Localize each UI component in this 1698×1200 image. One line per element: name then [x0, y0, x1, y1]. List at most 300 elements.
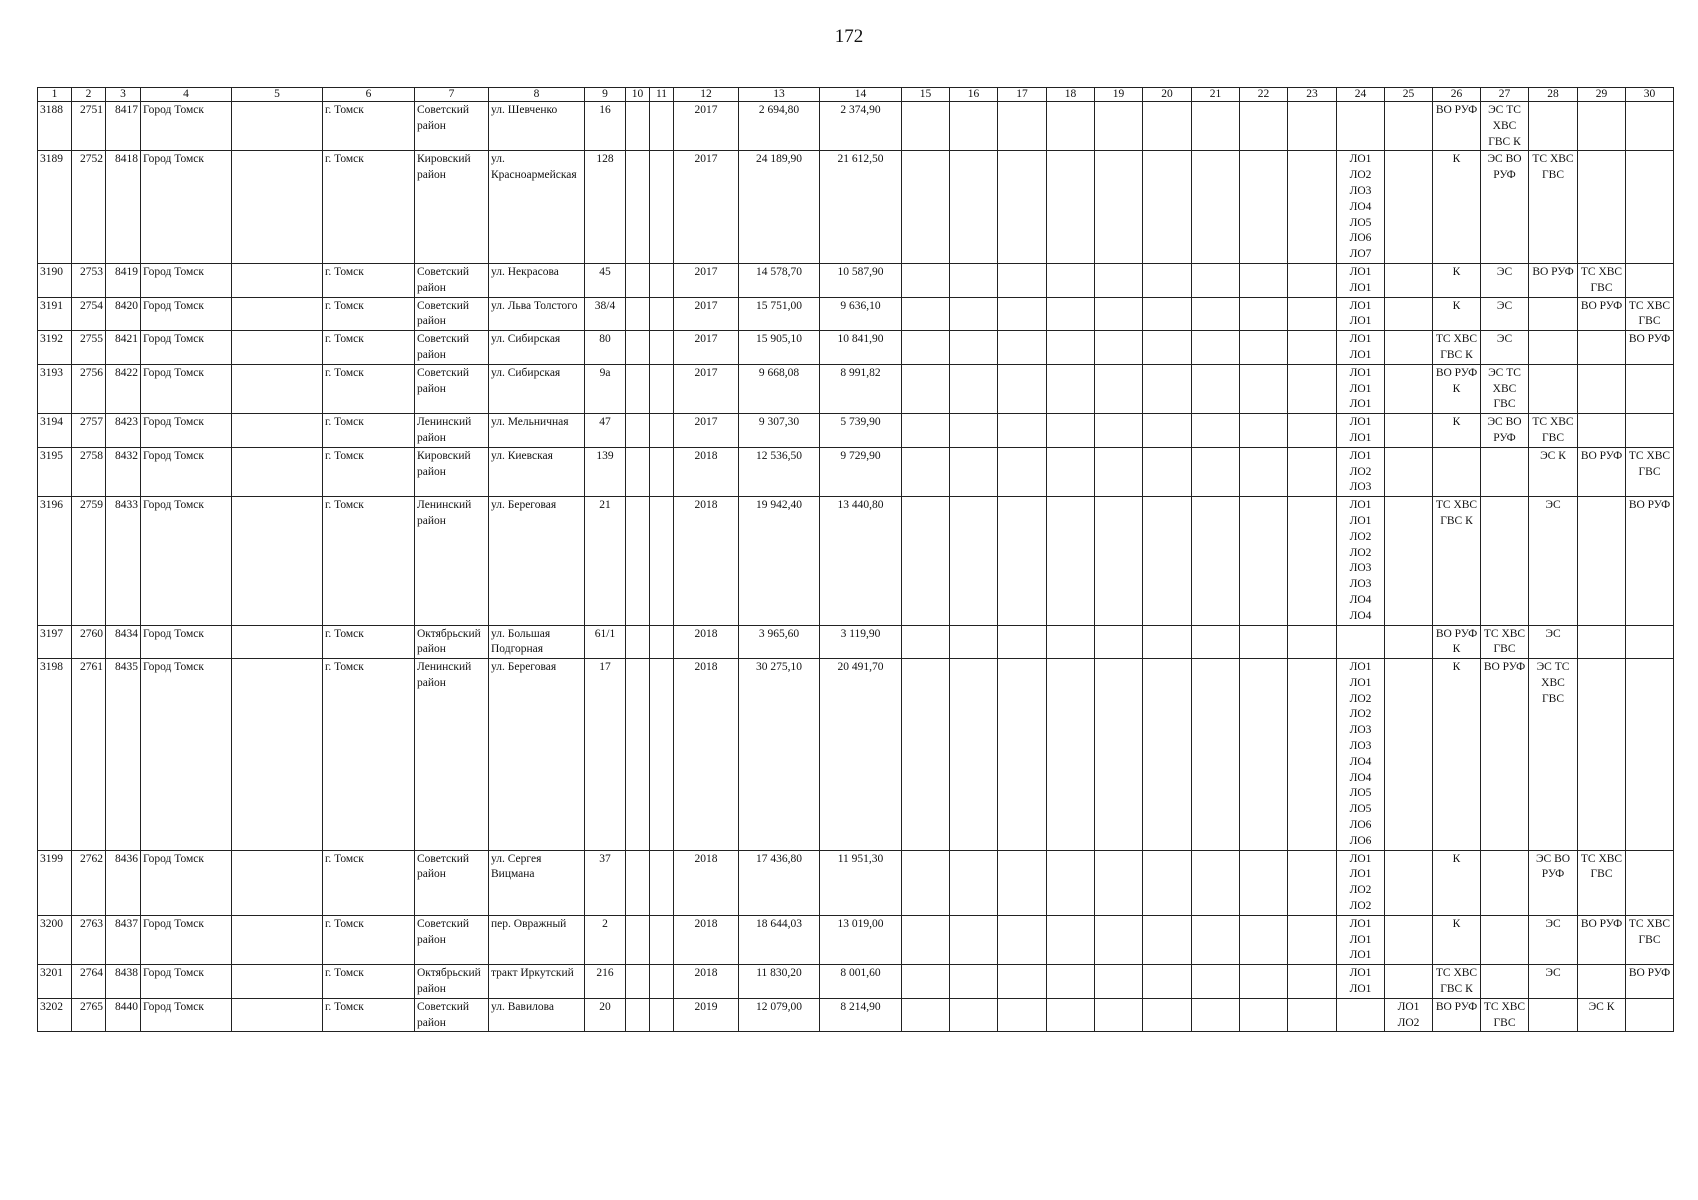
- table-cell-col-15: [902, 915, 950, 964]
- table-cell-col-19: [1095, 625, 1143, 659]
- table-cell-col-30: [1626, 659, 1674, 851]
- table-cell-col-11: [650, 414, 674, 448]
- table-cell-col-28: ТС ХВС ГВС: [1529, 151, 1578, 264]
- table-cell-col-18: [1047, 915, 1095, 964]
- column-header: 5: [232, 88, 323, 102]
- table-cell-col-29: [1578, 331, 1626, 365]
- table-cell-col-10: [626, 297, 650, 331]
- column-header: 1: [38, 88, 72, 102]
- column-header: 28: [1529, 88, 1578, 102]
- table-cell-col-9: 37: [585, 850, 626, 915]
- column-header: 25: [1385, 88, 1433, 102]
- table-cell-col-6: г. Томск: [323, 297, 415, 331]
- table-cell-col-3: 8433: [106, 497, 141, 625]
- table-cell-col-23: [1288, 659, 1337, 851]
- table-cell-col-4: Город Томск: [141, 965, 232, 999]
- table-cell-col-30: ТС ХВС ГВС: [1626, 447, 1674, 496]
- table-cell-col-10: [626, 263, 650, 297]
- table-cell-col-22: [1240, 998, 1288, 1032]
- column-header: 11: [650, 88, 674, 102]
- table-cell-col-23: [1288, 447, 1337, 496]
- table-cell-col-18: [1047, 447, 1095, 496]
- table-cell-col-24: ЛО1 ЛО1 ЛО2 ЛО2 ЛО3 ЛО3 ЛО4 ЛО4 ЛО5 ЛО5 ЛО6 ЛО6: [1337, 659, 1385, 851]
- table-cell-col-19: [1095, 850, 1143, 915]
- table-cell-col-28: ЭС: [1529, 625, 1578, 659]
- table-cell-col-25: [1385, 414, 1433, 448]
- table-cell-col-15: [902, 102, 950, 151]
- table-cell-col-21: [1192, 915, 1240, 964]
- table-cell-col-22: [1240, 331, 1288, 365]
- table-cell-col-13: 14 578,70: [739, 263, 820, 297]
- table-cell-col-21: [1192, 263, 1240, 297]
- table-cell-col-25: [1385, 965, 1433, 999]
- table-cell-col-26: К: [1433, 915, 1481, 964]
- table-cell-col-14: 3 119,90: [820, 625, 902, 659]
- table-cell-col-10: [626, 497, 650, 625]
- table-cell-col-11: [650, 331, 674, 365]
- table-cell-col-3: 8417: [106, 102, 141, 151]
- table-cell-col-16: [950, 263, 998, 297]
- table-cell-col-9: 38/4: [585, 297, 626, 331]
- table-cell-col-24: ЛО1 ЛО1: [1337, 414, 1385, 448]
- table-row: [38, 447, 1674, 496]
- table-cell-col-22: [1240, 850, 1288, 915]
- table-cell-col-24: [1337, 102, 1385, 151]
- column-header: 21: [1192, 88, 1240, 102]
- table-cell-col-20: [1143, 297, 1192, 331]
- table-cell-col-9: 17: [585, 659, 626, 851]
- table-cell-col-10: [626, 414, 650, 448]
- table-cell-col-17: [998, 915, 1047, 964]
- table-cell-col-8: пер. Овражный: [489, 915, 585, 964]
- table-cell-col-26: К: [1433, 263, 1481, 297]
- table-cell-col-29: [1578, 625, 1626, 659]
- table-cell-col-10: [626, 998, 650, 1032]
- table-cell-col-26: ВО РУФ К: [1433, 625, 1481, 659]
- table-cell-col-15: [902, 625, 950, 659]
- table-cell-col-3: 8419: [106, 263, 141, 297]
- table-cell-col-18: [1047, 151, 1095, 264]
- table-cell-col-12: 2017: [674, 102, 739, 151]
- table-cell-col-8: ул. Шевченко: [489, 102, 585, 151]
- table-cell-col-29: [1578, 497, 1626, 625]
- table-cell-col-23: [1288, 998, 1337, 1032]
- table-cell-col-21: [1192, 965, 1240, 999]
- table-cell-col-14: 10 841,90: [820, 331, 902, 365]
- table-cell-col-30: [1626, 850, 1674, 915]
- table-cell-col-14: 8 001,60: [820, 965, 902, 999]
- table-cell-col-29: [1578, 364, 1626, 413]
- table-cell-col-22: [1240, 447, 1288, 496]
- table-cell-col-15: [902, 850, 950, 915]
- table-cell-col-9: 21: [585, 497, 626, 625]
- column-header: 23: [1288, 88, 1337, 102]
- table-cell-col-28: ВО РУФ: [1529, 263, 1578, 297]
- table-cell-col-1: 3189: [38, 151, 72, 264]
- table-cell-col-3: 8422: [106, 364, 141, 413]
- table-cell-col-23: [1288, 625, 1337, 659]
- table-cell-col-26: К: [1433, 414, 1481, 448]
- table-cell-col-11: [650, 102, 674, 151]
- table-cell-col-27: [1481, 965, 1529, 999]
- table-cell-col-4: Город Томск: [141, 850, 232, 915]
- table-cell-col-17: [998, 414, 1047, 448]
- table-cell-col-2: 2752: [72, 151, 106, 264]
- table-cell-col-13: 15 905,10: [739, 331, 820, 365]
- table-cell-col-16: [950, 625, 998, 659]
- table-cell-col-16: [950, 297, 998, 331]
- table-cell-col-27: [1481, 915, 1529, 964]
- table-cell-col-16: [950, 102, 998, 151]
- table-cell-col-17: [998, 331, 1047, 365]
- table-cell-col-4: Город Томск: [141, 364, 232, 413]
- table-cell-col-15: [902, 965, 950, 999]
- table-cell-col-14: 13 440,80: [820, 497, 902, 625]
- table-cell-col-21: [1192, 625, 1240, 659]
- table-cell-col-5: [232, 659, 323, 851]
- table-cell-col-13: 12 536,50: [739, 447, 820, 496]
- table-cell-col-9: 61/1: [585, 625, 626, 659]
- table-cell-col-29: ТС ХВС ГВС: [1578, 263, 1626, 297]
- table-cell-col-23: [1288, 965, 1337, 999]
- table-cell-col-2: 2751: [72, 102, 106, 151]
- table-row: [38, 998, 1674, 1032]
- table-cell-col-12: 2018: [674, 447, 739, 496]
- table-cell-col-28: ЭС: [1529, 497, 1578, 625]
- table-cell-col-19: [1095, 102, 1143, 151]
- table-cell-col-29: [1578, 102, 1626, 151]
- column-header: 8: [489, 88, 585, 102]
- table-cell-col-4: Город Томск: [141, 414, 232, 448]
- table-cell-col-20: [1143, 414, 1192, 448]
- table-cell-col-3: 8440: [106, 998, 141, 1032]
- table-cell-col-14: 10 587,90: [820, 263, 902, 297]
- column-header: 29: [1578, 88, 1626, 102]
- column-header: 6: [323, 88, 415, 102]
- table-cell-col-20: [1143, 497, 1192, 625]
- table-cell-col-13: 12 079,00: [739, 998, 820, 1032]
- table-cell-col-1: 3190: [38, 263, 72, 297]
- table-cell-col-1: 3199: [38, 850, 72, 915]
- table-row: [38, 364, 1674, 413]
- table-cell-col-22: [1240, 151, 1288, 264]
- table-cell-col-14: 8 214,90: [820, 998, 902, 1032]
- table-row: [38, 151, 1674, 264]
- table-cell-col-28: ЭС: [1529, 915, 1578, 964]
- table-cell-col-7: Ленинский район: [415, 414, 489, 448]
- table-cell-col-10: [626, 915, 650, 964]
- table-cell-col-26: ВО РУФ: [1433, 102, 1481, 151]
- column-header: 4: [141, 88, 232, 102]
- table-cell-col-29: ВО РУФ: [1578, 297, 1626, 331]
- table-cell-col-11: [650, 850, 674, 915]
- column-header: 20: [1143, 88, 1192, 102]
- table-cell-col-24: ЛО1 ЛО1: [1337, 263, 1385, 297]
- table-cell-col-18: [1047, 659, 1095, 851]
- table-cell-col-20: [1143, 151, 1192, 264]
- table-cell-col-28: [1529, 998, 1578, 1032]
- table-cell-col-17: [998, 659, 1047, 851]
- table-cell-col-13: 17 436,80: [739, 850, 820, 915]
- table-cell-col-28: [1529, 297, 1578, 331]
- table-cell-col-11: [650, 659, 674, 851]
- table-cell-col-6: г. Томск: [323, 915, 415, 964]
- table-cell-col-23: [1288, 331, 1337, 365]
- table-cell-col-17: [998, 965, 1047, 999]
- table-cell-col-19: [1095, 447, 1143, 496]
- table-cell-col-25: [1385, 659, 1433, 851]
- table-cell-col-11: [650, 364, 674, 413]
- table-cell-col-28: ЭС ВО РУФ: [1529, 850, 1578, 915]
- table-cell-col-9: 128: [585, 151, 626, 264]
- table-cell-col-4: Город Томск: [141, 331, 232, 365]
- column-header: 12: [674, 88, 739, 102]
- table-cell-col-9: 16: [585, 102, 626, 151]
- table-cell-col-12: 2018: [674, 850, 739, 915]
- table-cell-col-2: 2762: [72, 850, 106, 915]
- table-cell-col-22: [1240, 497, 1288, 625]
- table-cell-col-5: [232, 497, 323, 625]
- table-cell-col-3: 8436: [106, 850, 141, 915]
- table-cell-col-14: 9 729,90: [820, 447, 902, 496]
- table-cell-col-27: [1481, 497, 1529, 625]
- table-cell-col-20: [1143, 102, 1192, 151]
- table-cell-col-4: Город Томск: [141, 998, 232, 1032]
- table-cell-col-4: Город Томск: [141, 151, 232, 264]
- table-cell-col-26: К: [1433, 297, 1481, 331]
- table-cell-col-30: [1626, 151, 1674, 264]
- table-cell-col-15: [902, 447, 950, 496]
- table-cell-col-29: [1578, 965, 1626, 999]
- table-cell-col-6: г. Томск: [323, 331, 415, 365]
- table-cell-col-10: [626, 364, 650, 413]
- table-row: [38, 915, 1674, 964]
- table-cell-col-10: [626, 447, 650, 496]
- table-cell-col-30: ВО РУФ: [1626, 331, 1674, 365]
- table-cell-col-23: [1288, 297, 1337, 331]
- table-cell-col-19: [1095, 965, 1143, 999]
- table-cell-col-7: Советский район: [415, 850, 489, 915]
- table-cell-col-29: ВО РУФ: [1578, 447, 1626, 496]
- table-cell-col-26: К: [1433, 151, 1481, 264]
- table-cell-col-9: 216: [585, 965, 626, 999]
- table-cell-col-20: [1143, 331, 1192, 365]
- table-row: [38, 659, 1674, 851]
- table-cell-col-20: [1143, 447, 1192, 496]
- table-cell-col-2: 2759: [72, 497, 106, 625]
- table-cell-col-22: [1240, 263, 1288, 297]
- table-cell-col-12: 2017: [674, 151, 739, 264]
- table-cell-col-29: ВО РУФ: [1578, 915, 1626, 964]
- table-cell-col-16: [950, 998, 998, 1032]
- table-cell-col-12: 2017: [674, 297, 739, 331]
- table-cell-col-25: [1385, 263, 1433, 297]
- table-cell-col-27: [1481, 850, 1529, 915]
- table-cell-col-22: [1240, 915, 1288, 964]
- table-cell-col-19: [1095, 915, 1143, 964]
- table-cell-col-25: [1385, 447, 1433, 496]
- table-cell-col-14: 21 612,50: [820, 151, 902, 264]
- table-cell-col-27: [1481, 447, 1529, 496]
- table-cell-col-25: [1385, 331, 1433, 365]
- table-cell-col-18: [1047, 965, 1095, 999]
- table-cell-col-27: ЭС ТС ХВС ГВС: [1481, 364, 1529, 413]
- table-cell-col-30: [1626, 263, 1674, 297]
- table-cell-col-16: [950, 915, 998, 964]
- column-header: 17: [998, 88, 1047, 102]
- table-cell-col-18: [1047, 850, 1095, 915]
- table-row: [38, 497, 1674, 625]
- table-cell-col-24: ЛО1 ЛО1 ЛО2 ЛО2: [1337, 850, 1385, 915]
- table-cell-col-1: 3191: [38, 297, 72, 331]
- table-cell-col-12: 2019: [674, 998, 739, 1032]
- table-cell-col-10: [626, 331, 650, 365]
- table-cell-col-20: [1143, 364, 1192, 413]
- table-cell-col-14: 13 019,00: [820, 915, 902, 964]
- table-cell-col-18: [1047, 364, 1095, 413]
- table-cell-col-27: ТС ХВС ГВС: [1481, 998, 1529, 1032]
- table-cell-col-19: [1095, 151, 1143, 264]
- table-cell-col-23: [1288, 263, 1337, 297]
- table-cell-col-16: [950, 151, 998, 264]
- column-header: 24: [1337, 88, 1385, 102]
- table-cell-col-1: 3195: [38, 447, 72, 496]
- table-cell-col-2: 2765: [72, 998, 106, 1032]
- table-cell-col-7: Советский район: [415, 102, 489, 151]
- table-cell-col-12: 2018: [674, 625, 739, 659]
- register-table: [37, 87, 1674, 1032]
- table-cell-col-3: 8423: [106, 414, 141, 448]
- table-cell-col-19: [1095, 998, 1143, 1032]
- table-cell-col-8: ул. Сибирская: [489, 331, 585, 365]
- table-cell-col-20: [1143, 850, 1192, 915]
- table-cell-col-1: 3193: [38, 364, 72, 413]
- table-cell-col-5: [232, 414, 323, 448]
- table-cell-col-6: г. Томск: [323, 659, 415, 851]
- table-cell-col-8: ул. Вавилова: [489, 998, 585, 1032]
- table-cell-col-24: [1337, 998, 1385, 1032]
- table-cell-col-29: [1578, 151, 1626, 264]
- column-header: 18: [1047, 88, 1095, 102]
- table-cell-col-25: [1385, 297, 1433, 331]
- table-cell-col-22: [1240, 297, 1288, 331]
- table-cell-col-22: [1240, 965, 1288, 999]
- table-cell-col-2: 2756: [72, 364, 106, 413]
- table-cell-col-6: г. Томск: [323, 151, 415, 264]
- table-cell-col-25: [1385, 850, 1433, 915]
- table-cell-col-5: [232, 447, 323, 496]
- column-header: 30: [1626, 88, 1674, 102]
- table-cell-col-2: 2758: [72, 447, 106, 496]
- table-cell-col-16: [950, 364, 998, 413]
- table-cell-col-19: [1095, 364, 1143, 413]
- table-cell-col-17: [998, 151, 1047, 264]
- table-cell-col-16: [950, 331, 998, 365]
- table-cell-col-12: 2017: [674, 414, 739, 448]
- table-cell-col-5: [232, 263, 323, 297]
- table-cell-col-20: [1143, 625, 1192, 659]
- table-cell-col-17: [998, 263, 1047, 297]
- table-cell-col-8: ул. Береговая: [489, 497, 585, 625]
- table-cell-col-7: Советский район: [415, 364, 489, 413]
- table-cell-col-9: 47: [585, 414, 626, 448]
- table-cell-col-1: 3198: [38, 659, 72, 851]
- table-cell-col-2: 2755: [72, 331, 106, 365]
- table-cell-col-24: ЛО1 ЛО1 ЛО2 ЛО2 ЛО3 ЛО3 ЛО4 ЛО4: [1337, 497, 1385, 625]
- table-cell-col-11: [650, 915, 674, 964]
- table-cell-col-30: ТС ХВС ГВС: [1626, 915, 1674, 964]
- table-cell-col-21: [1192, 297, 1240, 331]
- table-cell-col-24: ЛО1 ЛО2 ЛО3: [1337, 447, 1385, 496]
- table-cell-col-18: [1047, 331, 1095, 365]
- table-cell-col-20: [1143, 263, 1192, 297]
- table-cell-col-30: [1626, 102, 1674, 151]
- table-cell-col-25: ЛО1 ЛО2: [1385, 998, 1433, 1032]
- table-cell-col-20: [1143, 965, 1192, 999]
- column-header: 27: [1481, 88, 1529, 102]
- table-cell-col-6: г. Томск: [323, 414, 415, 448]
- table-cell-col-10: [626, 850, 650, 915]
- table-cell-col-24: ЛО1 ЛО1: [1337, 331, 1385, 365]
- table-cell-col-24: ЛО1 ЛО1: [1337, 297, 1385, 331]
- table-cell-col-18: [1047, 497, 1095, 625]
- table-cell-col-12: 2018: [674, 659, 739, 851]
- table-cell-col-11: [650, 965, 674, 999]
- table-cell-col-7: Кировский район: [415, 447, 489, 496]
- table-cell-col-9: 45: [585, 263, 626, 297]
- table-cell-col-10: [626, 102, 650, 151]
- table-cell-col-8: ул. Большая Подгорная: [489, 625, 585, 659]
- table-cell-col-17: [998, 497, 1047, 625]
- table-cell-col-30: [1626, 998, 1674, 1032]
- table-cell-col-22: [1240, 625, 1288, 659]
- table-cell-col-6: г. Томск: [323, 850, 415, 915]
- table-cell-col-15: [902, 659, 950, 851]
- table-cell-col-9: 80: [585, 331, 626, 365]
- table-cell-col-26: ВО РУФ К: [1433, 364, 1481, 413]
- table-cell-col-6: г. Томск: [323, 102, 415, 151]
- table-cell-col-14: 5 739,90: [820, 414, 902, 448]
- table-cell-col-21: [1192, 331, 1240, 365]
- table-cell-col-3: 8418: [106, 151, 141, 264]
- table-row: [38, 102, 1674, 151]
- table-cell-col-27: ЭС: [1481, 331, 1529, 365]
- table-cell-col-18: [1047, 297, 1095, 331]
- table-cell-col-5: [232, 998, 323, 1032]
- table-cell-col-7: Ленинский район: [415, 659, 489, 851]
- table-cell-col-11: [650, 625, 674, 659]
- table-cell-col-21: [1192, 364, 1240, 413]
- table-cell-col-21: [1192, 850, 1240, 915]
- table-cell-col-19: [1095, 659, 1143, 851]
- table-cell-col-7: Советский район: [415, 263, 489, 297]
- column-header: 22: [1240, 88, 1288, 102]
- column-number-row: [38, 88, 1674, 102]
- table-cell-col-3: 8437: [106, 915, 141, 964]
- table-cell-col-8: ул. Киевская: [489, 447, 585, 496]
- table-cell-col-11: [650, 263, 674, 297]
- table-row: [38, 331, 1674, 365]
- table-cell-col-10: [626, 625, 650, 659]
- table-cell-col-1: 3196: [38, 497, 72, 625]
- table-cell-col-29: [1578, 659, 1626, 851]
- table-cell-col-27: ВО РУФ: [1481, 659, 1529, 851]
- table-cell-col-26: ТС ХВС ГВС К: [1433, 965, 1481, 999]
- table-cell-col-18: [1047, 263, 1095, 297]
- column-header: 10: [626, 88, 650, 102]
- column-header: 3: [106, 88, 141, 102]
- table-cell-col-6: г. Томск: [323, 447, 415, 496]
